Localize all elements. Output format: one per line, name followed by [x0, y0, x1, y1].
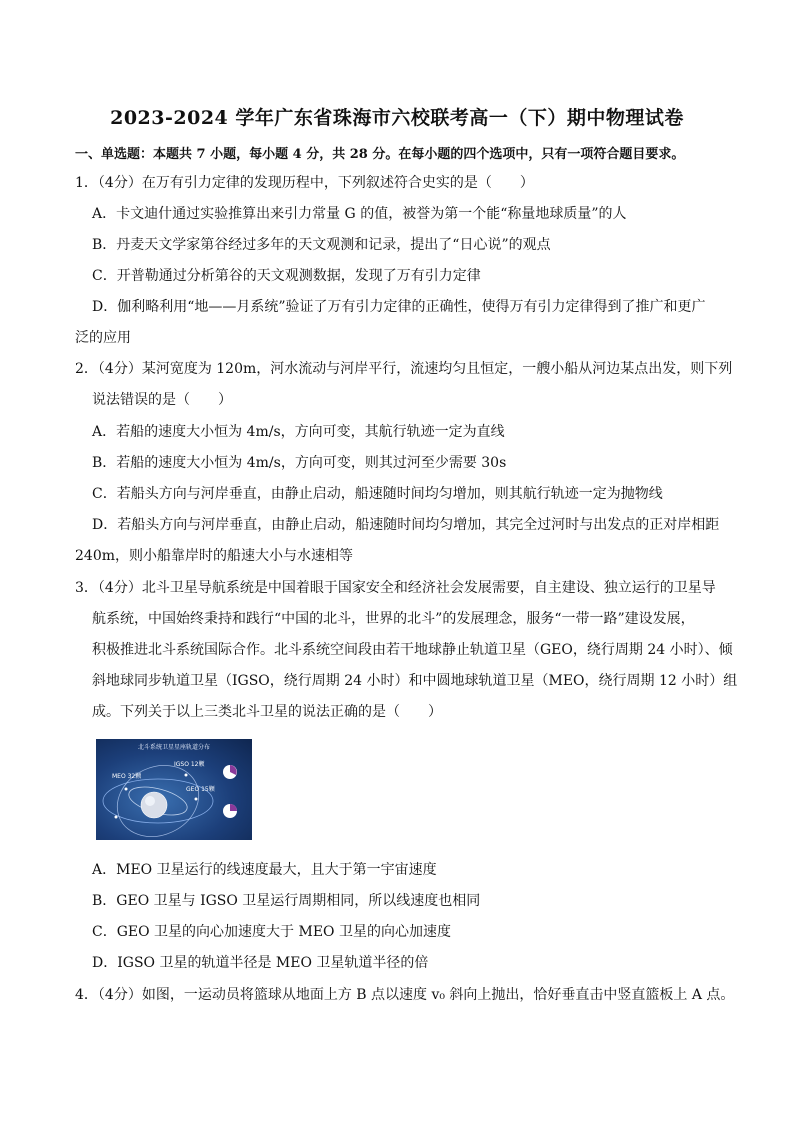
- figure-title: 北斗系统卫星星座轨道分布: [137, 744, 210, 751]
- question-2-option-d-cont: 240m，则小船靠岸时的船速大小与水速相等: [75, 548, 353, 564]
- question-3-option-a: A．MEO 卫星运行的线速度最大，且大于第一宇宙速度: [92, 862, 437, 878]
- question-3-stem-cont-2: 积极推进北斗系统国际合作。北斗系统空间段由若干地球静止轨道卫星（GEO，绕行周期 24 小时）、倾: [92, 642, 733, 658]
- beidou-orbit-figure: [96, 739, 252, 840]
- label-geo: GEO 15颗: [186, 786, 215, 793]
- question-3-stem-cont-1: 航系统，中国始终秉持和践行“中国的北斗，世界的北斗”的发展理念，服务“一带一路”建设发展，: [92, 611, 695, 627]
- question-1-option-c: C．开普勒通过分析第谷的天文观测数据，发现了万有引力定律: [92, 268, 481, 284]
- question-2-option-b: B．若船的速度大小恒为 4m/s，方向可变，则其过河至少需要 30s: [92, 455, 507, 471]
- question-1-option-d: D．伽利略利用“地——月系统”验证了万有引力定律的正确性，使得万有引力定律得到了推广和更广: [92, 299, 706, 315]
- question-1-option-d-cont: 泛的应用: [75, 330, 131, 346]
- question-3-option-d: D．IGSO 卫星的轨道半径是 MEO 卫星轨道半径的倍: [92, 955, 429, 971]
- question-2-stem: 2．（4分）某河宽度为 120m，河水流动与河岸平行，流速均匀且恒定，一艘小船从河边某点出发，则下列: [75, 361, 733, 377]
- question-2-option-c: C．若船头方向与河岸垂直，由静止启动，船速随时间均匀增加，则其航行轨迹一定为抛物线: [92, 486, 663, 502]
- question-3-option-c: C．GEO 卫星的向心加速度大于 MEO 卫星的向心加速度: [92, 924, 451, 940]
- question-2-option-d: D．若船头方向与河岸垂直，由静止启动，船速随时间均匀增加，其完全过河时与出发点的正对岸相距: [92, 517, 720, 533]
- question-2-stem-cont: 说法错误的是（ ）: [92, 392, 232, 408]
- question-4-stem: 4．（4分）如图，一运动员将篮球从地面上方 B 点以速度 v₀ 斜向上抛出，恰好垂直击中竖直篮板上 A 点。: [75, 987, 735, 1003]
- question-3-stem-cont-4: 成。下列关于以上三类北斗卫星的说法正确的是（ ）: [92, 704, 442, 720]
- label-igso: IGSO 12颗: [174, 761, 205, 768]
- question-1-stem: 1．（4分）在万有引力定律的发现历程中，下列叙述符合史实的是（ ）: [75, 175, 534, 191]
- question-2-option-a: A．若船的速度大小恒为 4m/s，方向可变，其航行轨迹一定为直线: [92, 424, 505, 440]
- label-meo: MEO 32颗: [112, 773, 142, 780]
- question-3-stem-cont-3: 斜地球同步轨道卫星（IGSO，绕行周期 24 小时）和中圆地球轨道卫星（MEO，绕行周期 12 小时）组: [92, 673, 738, 689]
- page-title: 2023-2024 学年广东省珠海市六校联考高一（下）期中物理试卷: [110, 107, 684, 129]
- question-1-option-a: A．卡文迪什通过实验推算出来引力常量 G 的值，被誉为第一个能“称量地球质量”的人: [92, 206, 627, 222]
- question-1-option-b: B．丹麦天文学家第谷经过多年的天文观测和记录，提出了“日心说”的观点: [92, 237, 551, 253]
- section-heading: 一、单选题：本题共 7 小题，每小题 4 分，共 28 分。在每小题的四个选项中，只有一项符合题目要求。: [75, 147, 685, 162]
- question-3-stem: 3．（4分）北斗卫星导航系统是中国着眼于国家安全和经济社会发展需要，自主建设、独立运行的卫星导: [75, 580, 716, 596]
- question-3-option-b: B．GEO 卫星与 IGSO 卫星运行周期相同，所以线速度也相同: [92, 893, 481, 909]
- orbit-diagram: [96, 739, 252, 840]
